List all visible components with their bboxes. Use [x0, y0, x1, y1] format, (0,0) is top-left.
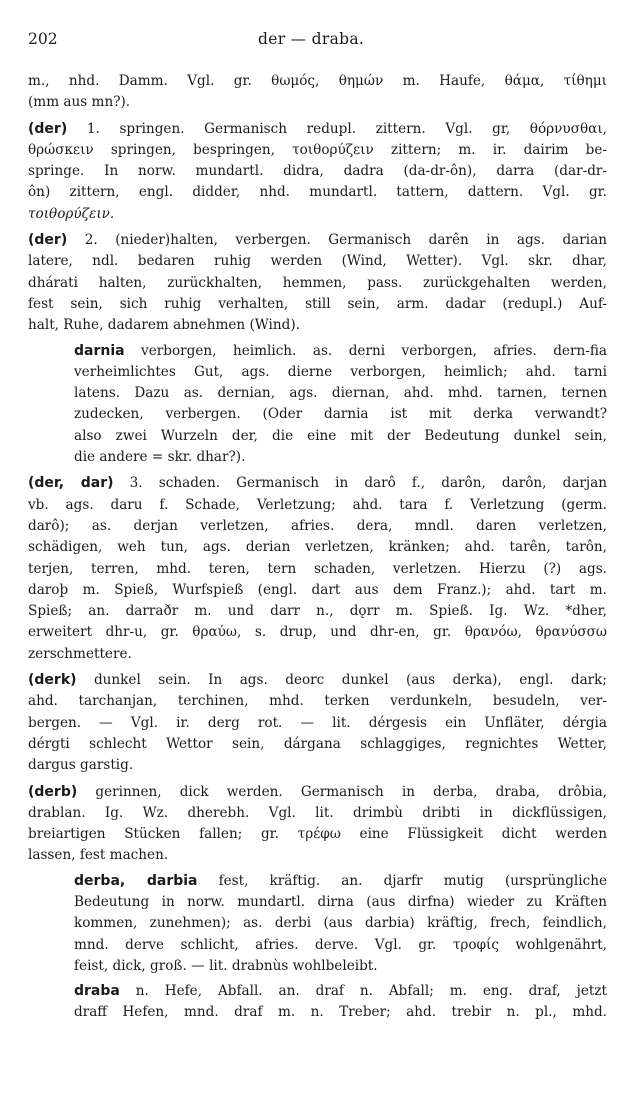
entry-line: τοιθορύζειν. — [28, 205, 115, 222]
entry-darnia — [28, 341, 607, 469]
entry-line: ôn) zittern, engl. didder, nhd. mundartl. tattern, dattern. Vgl. gr. — [28, 184, 607, 201]
page-number: 202 — [28, 30, 58, 48]
entry-line: dargus garstig. — [28, 757, 134, 774]
entry-line: die andere = skr. dhar?). — [74, 449, 246, 466]
entry-line: feist, dick, groß. — lit. drabnùs wohlbeleibt. — [74, 957, 378, 974]
headword: darnia — [74, 342, 125, 359]
entry-draba — [28, 981, 607, 1024]
entry-line: latere, ndl. bedaren ruhig werden (Wind, Wetter). Vgl. skr. dhar, — [28, 253, 607, 270]
entry-line: also zwei Wurzeln der, die eine mit der Bedeutung dunkel sein, — [74, 427, 607, 444]
entry-line: darô); as. derjan verletzen, afries. dera, mndl. daren verletzen, — [28, 517, 607, 534]
page-header — [28, 30, 607, 52]
entry-line: vb. ags. daru f. Schade, Verletzung; ahd. tara f. Verletzung (germ. — [28, 496, 607, 513]
entry-line: θρώσκειν springen, bespringen, τοιθορύζειν zittern; m. ir. dairim be- — [28, 141, 607, 158]
entry-line: m., nhd. Damm. Vgl. gr. θωμός, θημών m. Haufe, θάμα, τίθημι — [28, 73, 607, 89]
entry-line: drablan. Ig. Wz. dherebh. Vgl. lit. drimbù dribti in dickflüssigen, — [28, 804, 607, 821]
entry-line: verheimlichtes Gut, ags. dierne verborgen, heimlich; ahd. tarni — [74, 363, 607, 380]
entry-line: verborgen, heimlich. as. derni verborgen, afries. dern-fia — [124, 342, 607, 359]
entry-derk — [28, 670, 607, 776]
entry-line: Bedeutung in norw. mundartl. dirna (aus dirfna) wieder zu Kräften — [74, 893, 607, 910]
entry-line: schädigen, weh tun, ags. derian verletzen, kränken; ahd. tarên, tarôn, — [28, 539, 607, 556]
entry-line: dhárati halten, zurückhalten, hemmen, pass. zurückgehalten werden, — [28, 274, 607, 291]
headword: (der) — [28, 232, 68, 249]
entry-line: daroþ m. Spieß, Wurfspieß (engl. dart aus dem Franz.); ahd. tart m. — [28, 581, 607, 598]
headword: (derb) — [28, 783, 78, 800]
entry-line: zudecken, verbergen. (Oder darnia ist mit derka verwandt? — [74, 406, 607, 423]
entry-line: halt, Ruhe, dadarem abnehmen (Wind). — [28, 317, 300, 334]
entry-derb — [28, 782, 607, 867]
entry-line: Spieß; an. darraðr m. und darr n., dǫrr m. Spieß. Ig. Wz. *dher, — [28, 603, 607, 620]
headword: (der) — [28, 120, 68, 137]
entry-der-3 — [28, 473, 607, 665]
entry-line: bergen. — Vgl. ir. derg rot. — lit. dérgesis ein Unfläter, dérgia — [28, 714, 607, 731]
entry-line: latens. Dazu as. dernian, ags. diernan, ahd. mhd. tarnen, ternen — [74, 385, 607, 402]
entry-line: breiartigen Stücken fallen; gr. τρέφω eine Flüssigkeit dicht werden — [28, 826, 607, 843]
headword: derba, darbia — [74, 872, 198, 889]
running-title: der — draba. — [258, 30, 365, 48]
entry-line: dérgti schlecht Wettor sein, dárgana schlaggiges, regnichtes Wetter, — [28, 735, 607, 752]
entry-line: terjen, terren, mhd. teren, tern schaden, verletzen. Hierzu (?) ags. — [28, 560, 607, 577]
entry-line: draff Hefen, mnd. draf m. n. Treber; ahd. trebir n. pl., mhd. — [74, 1004, 607, 1021]
entry-der-1 — [28, 119, 607, 225]
entry-line: fest sein, sich ruhig verhalten, still sein, arm. dadar (redupl.) Auf- — [28, 295, 607, 312]
headword: draba — [74, 983, 120, 1000]
entry-line: 1. springen. Germanisch redupl. zittern. Vgl. gr, θόρνυσθαι, — [67, 120, 607, 137]
entry-derba — [28, 871, 607, 977]
entry-line: dunkel sein. In ags. deorc dunkel (aus derka), engl. dark; — [76, 672, 607, 689]
entry-line: kommen, zunehmen); as. derbi (aus darbia) kräftig, frech, feindlich, — [74, 915, 607, 932]
entry-line: 3. schaden. Germanisch in darô f., darôn, darôn, darjan — [113, 475, 607, 492]
entry-line: n. Hefe, Abfall. an. draf n. Abfall; m. eng. draf, jetzt — [119, 983, 607, 1000]
entry-line: erweitert dhr-u, gr. θραύω, s. drup, und dhr-en, gr. θρανόω, θρανύσσω — [28, 624, 607, 641]
entry-continuation — [28, 71, 607, 114]
entry-line: lassen, fest machen. — [28, 847, 169, 864]
headword: (der, dar) — [28, 475, 114, 492]
entry-line: (mm aus mn?). — [28, 94, 131, 111]
entry-line: 2. (nieder)halten, verbergen. Germanisch darên in ags. darian — [67, 232, 607, 249]
entry-line: ahd. tarchanjan, terchinen, mhd. terken verdunkeln, besudeln, ver- — [28, 693, 607, 710]
entry-line: zerschmettere. — [28, 645, 132, 662]
entry-der-2 — [28, 230, 607, 336]
headword: (derk) — [28, 672, 77, 689]
entry-line: fest, kräftig. an. djarfr mutig (ursprüngliche — [197, 872, 607, 889]
entry-line: gerinnen, dick werden. Germanisch in derba, draba, drôbia, — [77, 783, 607, 800]
entry-line: mnd. derve schlicht, afries. derve. Vgl. gr. τροφίς wohlgenährt, — [74, 936, 607, 953]
entry-line: springe. In norw. mundartl. didra, dadra (da-dr-ôn), darra (dar-dr- — [28, 163, 607, 180]
